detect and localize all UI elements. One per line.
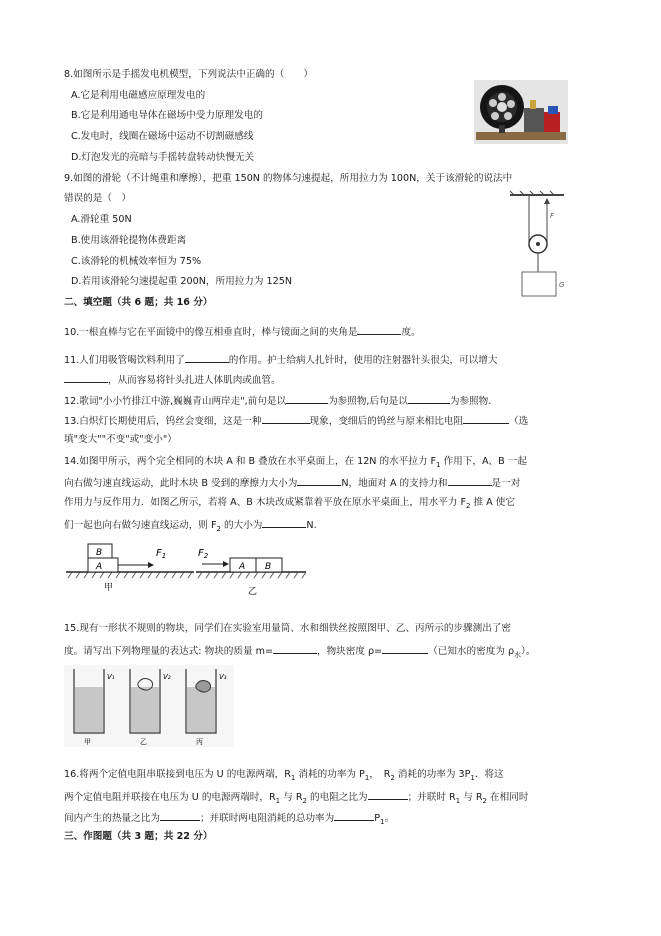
q16-text-3c: P	[374, 813, 381, 824]
q16-text-2d: ；并联时 R	[407, 792, 456, 803]
q16-sub-3: 2	[390, 773, 395, 782]
q16-sub-5: 1	[275, 796, 281, 805]
q8-option-d: D.灯泡发光的亮暗与手摇转盘转动快慢无关	[71, 152, 255, 163]
q13-text-3: （选	[509, 416, 529, 427]
q8-stem: 8.如图所示是手摇发电机模型，下列说法中正确的（ ）	[64, 69, 313, 80]
q15-text-4: ）。	[521, 646, 536, 657]
q14-line2	[64, 475, 520, 490]
q14-text-4b: 的大小为	[220, 520, 263, 531]
q13-blank-1[interactable]	[262, 413, 310, 424]
q16-sub-6: 2	[302, 796, 307, 805]
q14-text-4: 们一起也向右做匀速直线运动，则 F	[64, 520, 217, 531]
q16-sub-8: 2	[482, 796, 487, 805]
q16-text-1d: 消耗的功率为 3P	[394, 769, 471, 780]
q9-option-c: C.该滑轮的机械效率恒为 75%	[71, 256, 202, 267]
pulley-diagram	[506, 190, 578, 302]
figure-yi-side-blocks	[196, 540, 306, 596]
q11-blank-2[interactable]	[64, 372, 108, 383]
q14-line3	[64, 496, 515, 513]
q14-line1	[64, 455, 527, 472]
q15-line2	[64, 643, 535, 662]
pulley-force-label: F	[550, 212, 555, 220]
q12-text-3: 为参照物.	[449, 396, 492, 407]
q10-text-end: 度。	[401, 327, 421, 338]
q16-sub-2: 1	[364, 773, 370, 782]
q15-blank-density[interactable]	[382, 643, 428, 654]
q16-text-2: 两个定值电阻并联接在电压为 U 的电源两端时，R	[64, 792, 276, 803]
yi-force-label: $F_2$	[198, 548, 209, 560]
q12-blank-2[interactable]	[408, 393, 450, 404]
q16-line1	[64, 768, 504, 785]
v1-label: V₁	[107, 673, 115, 681]
q16-sub-4: 1	[470, 773, 475, 782]
q15-line1: 15.现有一形状不规则的物块，同学们在实验室用量筒、水和细铁丝按照图甲、乙、丙所示的步骤测出了密	[64, 623, 511, 634]
q16-text-3b: ；并联时两电阻消耗的总功率为	[199, 813, 335, 824]
q16-sub-9: 1	[380, 817, 385, 826]
figure-jia-caption: 甲	[104, 583, 114, 593]
q13-line2: 填"变大""不变"或"变小"）	[64, 434, 177, 445]
q12-text: 12.歌词"小小竹排江中游,巍巍青山两岸走",前句是以	[64, 396, 287, 407]
q14-text-3: 作用力与反作用力．如图乙所示，若将 A、B 木块改成紧靠着平放在原水平桌面上，用水平力 F	[64, 497, 466, 508]
q15-sub-water: 水	[514, 650, 522, 659]
jia-block-b-label: B	[96, 548, 103, 558]
cylinder-jia-caption: 甲	[84, 738, 91, 746]
q12-text-2: 为参照物,后句是以	[328, 396, 408, 407]
q16-text-2e: 与 R	[460, 792, 483, 803]
q11-text-2: 的作用。护士给病人扎针时，使用的注射器针头很尖，可以增大	[228, 355, 498, 366]
q16-text-3: 间内产生的热量之比为	[64, 813, 160, 824]
q9-option-d: D.若用该滑轮匀速提起重 200N，所用拉力为 125N	[71, 276, 293, 287]
q16-text-2c: 的电阻之比为	[306, 792, 368, 803]
jia-block-a-label: A	[96, 562, 103, 572]
q9-option-a: A.滑轮重 50N	[71, 214, 132, 225]
q16-line3	[64, 810, 394, 829]
q14-text-4c: N.	[306, 520, 317, 531]
q14-sub-1: 1	[436, 460, 441, 469]
q8-option-a: A.它是利用电磁感应原理发电的	[71, 90, 206, 101]
q9-stem-line2: 错误的是（ ）	[64, 193, 132, 204]
v2-label: V₂	[163, 673, 171, 681]
q8-option-b: B.它是利用通电导体在磁场中受力原理发电的	[71, 110, 263, 121]
q16-line2	[64, 789, 528, 808]
hand-generator-photo	[474, 80, 568, 144]
q15-text-3: （已知水的密度为 ρ	[428, 646, 515, 657]
figure-measuring-cylinders	[64, 665, 234, 747]
q13-line1	[64, 413, 528, 428]
q9-stem-line1: 9.如图的滑轮（不计绳重和摩擦），把重 150N 的物体匀速提起，所用拉力为 100N，关于该滑轮的说法中	[64, 173, 513, 184]
q16-text-1: 16.将两个定值电阻串联接到电压为 U 的电源两端，R	[64, 769, 291, 780]
q16-sub-1: 1	[290, 773, 296, 782]
q14-text-2c: 是一对	[491, 478, 521, 489]
q9-option-b: B.使用该滑轮提物体费距离	[71, 235, 187, 246]
pulley-weight-label: G	[559, 281, 565, 289]
q16-text-2f: 在相同时	[486, 792, 529, 803]
q13-text: 13.白炽灯长期使用后，钨丝会变细，这是一种	[64, 416, 262, 427]
q15-blank-mass[interactable]	[273, 643, 317, 654]
section-drawing-title: 三、作图题（共 3 题；共 22 分）	[64, 831, 213, 842]
q16-text-2b: 与 R	[280, 792, 303, 803]
q16-text-1c: ， R	[369, 769, 391, 780]
q15-text-2: ，物块密度 ρ=	[317, 646, 383, 657]
yi-block-b-label: B	[265, 562, 272, 572]
q12-blank-1[interactable]	[286, 393, 328, 404]
q11-text-3: ，从而容易将针头扎进人体肌肉或血管。	[108, 375, 281, 386]
q14-sub-2: 2	[465, 501, 471, 510]
q10	[64, 324, 421, 339]
v3-label: V₃	[219, 673, 227, 681]
q11-line2	[64, 372, 281, 387]
q8-option-c: C.发电时，线圈在磁场中运动不切割磁感线	[71, 131, 254, 142]
q14-text-2: 向右做匀速直线运动，此时木块 B 受到的摩擦力大小为	[64, 478, 298, 489]
q16-sub-7: 1	[455, 796, 461, 805]
q14-sub-3: 2	[216, 524, 221, 533]
jia-force-label: $F_1$	[156, 548, 167, 560]
q14-blank-1[interactable]	[297, 475, 341, 486]
q10-blank[interactable]	[357, 324, 401, 335]
cylinder-bing-caption: 丙	[196, 738, 203, 746]
q16-text-3d: 。	[384, 813, 395, 824]
cylinder-yi-caption: 乙	[140, 738, 147, 746]
q14-blank-2[interactable]	[448, 475, 492, 486]
q14-text-1b: 作用下，A、B 一起	[440, 456, 527, 467]
q16-blank-2[interactable]	[160, 810, 200, 821]
q16-blank-1[interactable]	[368, 789, 408, 800]
q14-text-3b: 推 A 使它	[470, 497, 515, 508]
q11-line1	[64, 352, 497, 367]
q14-text-2b: N，地面对 A 的支持力和	[341, 478, 448, 489]
q12	[64, 393, 491, 408]
q16-text-1e: ．将这	[474, 769, 504, 780]
q11-text: 11.人们用吸管喝饮料利用了	[64, 355, 185, 366]
section-fill-in-title: 二、填空题（共 6 题；共 16 分）	[64, 297, 213, 308]
q15-text: 度。请写出下列物理量的表达式: 物块的质量 m=	[64, 646, 273, 657]
q10-text: 10.一根直棒与它在平面镜中的像互相垂直时，棒与镜面之间的夹角是	[64, 327, 358, 338]
q13-text-2: 现象，变细后的钨丝与原来相比电阻	[309, 416, 464, 427]
q14-line4	[64, 517, 317, 536]
q11-blank-1[interactable]	[185, 352, 229, 363]
figure-yi-caption: 乙	[248, 587, 258, 596]
q14-blank-3[interactable]	[262, 517, 306, 528]
q13-blank-2[interactable]	[463, 413, 509, 424]
q16-text-1b: 消耗的功率为 P	[295, 769, 365, 780]
q16-blank-3[interactable]	[334, 810, 374, 821]
q14-text-1: 14.如图甲所示，两个完全相同的木块 A 和 B 叠放在水平桌面上，在 12N 的水平拉力 F	[64, 456, 437, 467]
figure-jia-stacked-blocks	[66, 538, 194, 594]
yi-block-a-label: A	[239, 562, 246, 572]
